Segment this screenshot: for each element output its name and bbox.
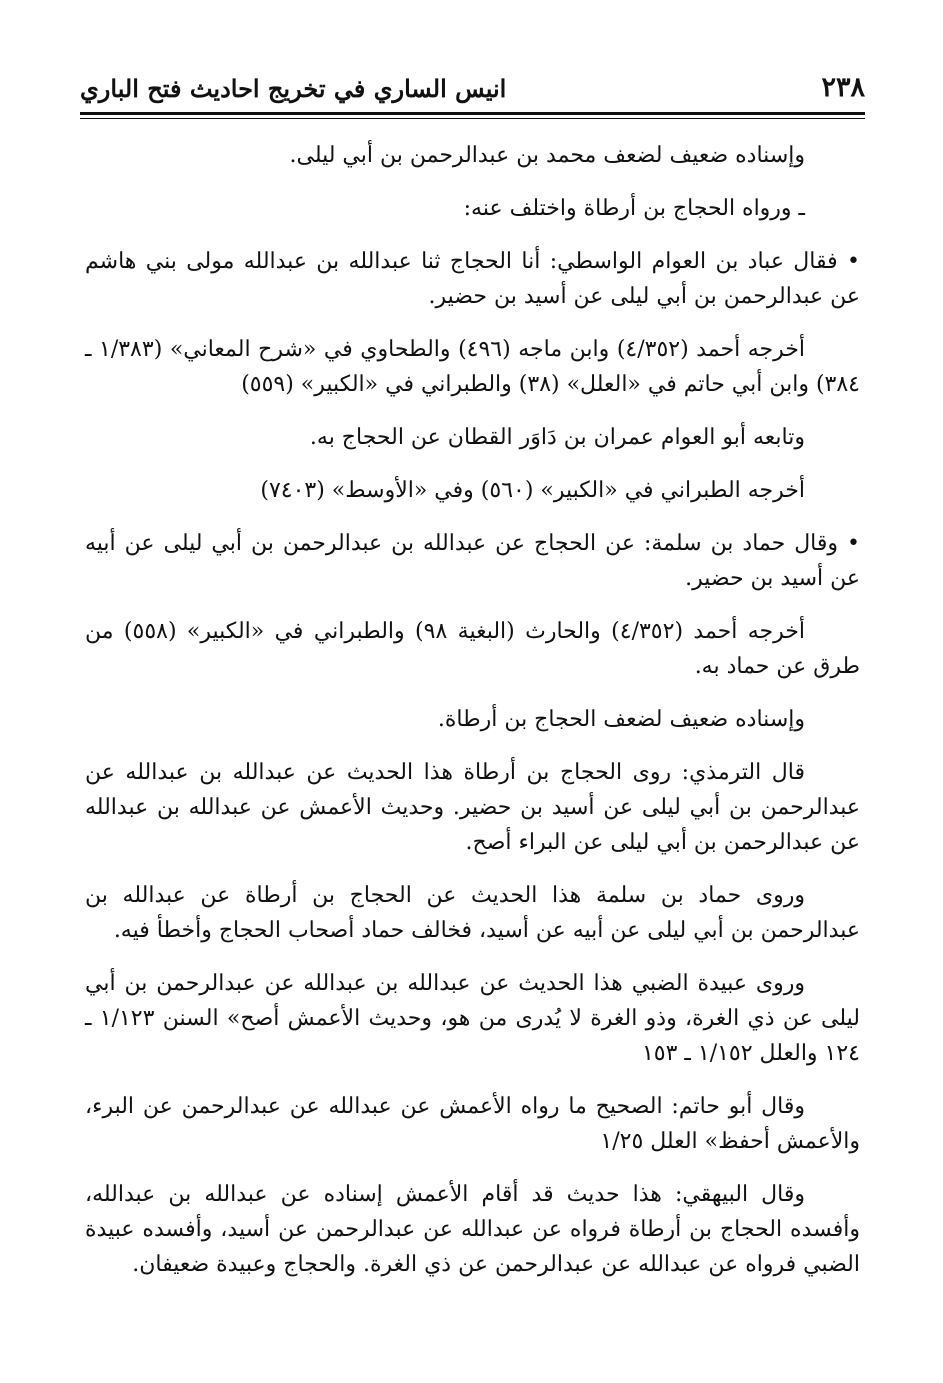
paragraph: • فقال عباد بن العوام الواسطي: أنا الحجاج ثنا عبدالله بن عبدالله مولى بني هاشم عن عبدالرحمن بن أبي ليلى عن أسيد بن حضير. [85,244,860,314]
header-rule-thick [80,112,865,115]
body-text [85,138,860,1300]
paragraph: • وقال حماد بن سلمة: عن الحجاج عن عبدالله بن عبدالرحمن بن أبي ليلى عن أبيه عن أسيد بن حضير. [85,526,860,596]
paragraph: ـ ورواه الحجاج بن أرطاة واختلف عنه: [463,196,805,221]
page-header [80,68,865,108]
paragraph: وإسناده ضعيف لضعف محمد بن عبدالرحمن بن أبي ليلى. [289,143,805,168]
paragraph: أخرجه أحمد (٤/٣٥٢) وابن ماجه (٤٩٦) والطحاوي في «شرح المعاني» (١/٣٨٣ ـ ٣٨٤) وابن أبي حاتم في «العلل» (٣٨) والطبراني في «الكبير» (٥٥٩) [85,337,860,397]
paragraph: أخرجه الطبراني في «الكبير» (٥٦٠) وفي «الأوسط» (٧٤٠٣) [260,478,805,503]
paragraph: وإسناده ضعيف لضعف الحجاج بن أرطاة. [437,707,805,732]
paragraph: وروى عبيدة الضبي هذا الحديث عن عبدالله بن عبدالله عن عبدالرحمن بن أبي ليلى عن ذي الغرة، وذو الغرة لا يُدرى من هو، وحديث الأعمش أصح» السنن ١/١٢٣ ـ ١٢٤ والعلل ١/١٥٢ ـ ١٥٣ [85,971,860,1066]
paragraph: وقال أبو حاتم: الصحيح ما رواه الأعمش عن عبدالله عن عبدالرحمن عن البرء، والأعمش أحفظ» العلل ١/٢٥ [85,1094,860,1154]
paragraph: وروى حماد بن سلمة هذا الحديث عن الحجاج بن أرطاة عن عبدالله بن عبدالرحمن بن أبي ليلى عن أبيه عن أسيد، فخالف حماد أصحاب الحجاج وأخطأ فيه. [85,883,860,943]
header-rule-thin [80,118,865,119]
paragraph: وتابعه أبو العوام عمران بن دَاوَر القطان عن الحجاج به. [309,425,805,450]
paragraph: قال الترمذي: روى الحجاج بن أرطاة هذا الحديث عن عبدالله بن عبدالله عن عبدالرحمن بن أبي ليلى عن أسيد بن حضير. وحديث الأعمش عن عبدالله بن عبدالله عن عبدالرحمن بن أبي ليلى عن البراء أصح. [85,760,861,855]
paragraph: أخرجه أحمد (٤/٣٥٢) والحارث (البغية ٩٨) والطبراني في «الكبير» (٥٥٨) من طرق عن حماد به. [85,619,860,679]
paragraph: وقال البيهقي: هذا حديث قد أقام الأعمش إسناده عن عبدالله بن عبدالله، وأفسده الحجاج بن أرطاة فرواه عن عبدالله عن عبدالرحمن عن أسيد، وأفسده عبيدة الضبي فرواه عن عبدالله عن عبدالرحمن عن ذي الغرة. والحجاج وعبيدة ضعيفان. [85,1182,860,1277]
page-number: ٢٣٨ [821,72,865,103]
running-title: انيس الساري في تخريج احاديث فتح الباري [80,74,507,103]
